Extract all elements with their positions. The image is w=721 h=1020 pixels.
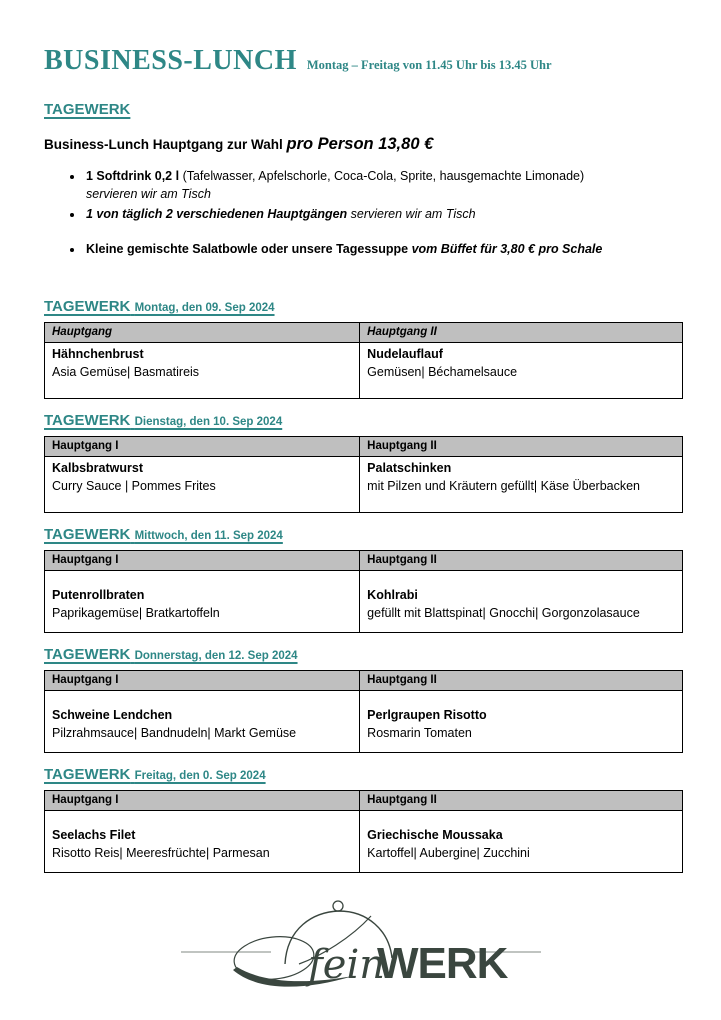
day-heading-label: TAGEWERK bbox=[44, 412, 131, 429]
dish-desc: Curry Sauce | Pommes Frites bbox=[52, 479, 216, 494]
table-body-row bbox=[45, 343, 683, 399]
offer-line bbox=[44, 135, 683, 154]
col2-header: Hauptgang II bbox=[360, 323, 683, 343]
footer-logo bbox=[0, 898, 721, 993]
table-header-row bbox=[45, 437, 683, 457]
dish-cell bbox=[360, 691, 683, 753]
dish-desc: Asia Gemüse| Basmatireis bbox=[52, 365, 200, 380]
intro-heading-label: TAGEWERK bbox=[44, 101, 131, 118]
feinwerk-logo-icon bbox=[181, 898, 541, 993]
day-heading-thursday bbox=[44, 646, 683, 663]
bullet-hauptgang bbox=[84, 206, 683, 224]
day-heading-monday bbox=[44, 298, 683, 315]
bullet-softdrink-detail: (Tafelwasser, Apfelschorle, Coca-Cola, Sprite, hausgemachte Limonade) bbox=[182, 169, 585, 183]
logo-werk-text: WERK bbox=[376, 939, 507, 988]
dish-desc: Rosmarin Tomaten bbox=[367, 726, 472, 741]
table-header-row bbox=[45, 551, 683, 571]
bullet-salat-bolditalic: vom Büffet für 3,80 € pro Schale bbox=[411, 241, 603, 256]
dish-desc: Gemüsen| Béchamelsauce bbox=[367, 365, 518, 380]
col1-header: Hauptgang I bbox=[45, 671, 360, 691]
day-heading-label: TAGEWERK bbox=[44, 298, 131, 315]
dish-title: Palatschinken bbox=[367, 461, 452, 475]
menu-table-thursday bbox=[44, 670, 683, 753]
offer-label: Business-Lunch Hauptgang zur Wahl bbox=[44, 137, 287, 152]
page-subtitle: Montag – Freitag von 11.45 Uhr bis 13.45 Uhr bbox=[306, 58, 552, 72]
menu-table-friday bbox=[44, 790, 683, 873]
dish-title: Schweine Lendchen bbox=[52, 708, 173, 722]
day-heading-label: TAGEWERK bbox=[44, 526, 131, 543]
day-heading-date: Mittwoch, den 11. Sep 2024 bbox=[134, 530, 283, 542]
dish-cell bbox=[360, 343, 683, 399]
dish-desc: mit Pilzen und Kräutern gefüllt| Käse Überbacken bbox=[367, 479, 641, 494]
col1-header: Hauptgang I bbox=[45, 551, 360, 571]
dish-title: Kohlrabi bbox=[367, 588, 418, 602]
dish-title: Griechische Moussaka bbox=[367, 828, 503, 842]
dish-desc: Paprikagemüse| Bratkartoffeln bbox=[52, 606, 220, 621]
dish-title: Putenrollbraten bbox=[52, 588, 145, 602]
col1-header: Hauptgang bbox=[45, 323, 360, 343]
bullet-salat-bold: Kleine gemischte Salatbowle oder unsere Tagessuppe bbox=[86, 241, 412, 256]
bullet-hauptgang-italic: servieren wir am Tisch bbox=[350, 207, 476, 221]
dish-cell bbox=[360, 457, 683, 513]
day-heading-wednesday bbox=[44, 526, 683, 543]
dish-desc: Risotto Reis| Meeresfrüchte| Parmesan bbox=[52, 846, 270, 861]
day-section-thursday bbox=[44, 646, 683, 753]
page-title: BUSINESS-LUNCH bbox=[44, 45, 297, 76]
dish-title: Nudelauflauf bbox=[367, 347, 443, 361]
dish-title: Hähnchenbrust bbox=[52, 347, 144, 361]
offer-price: pro Person 13,80 € bbox=[286, 135, 434, 153]
page-header bbox=[44, 45, 683, 77]
dish-cell bbox=[360, 571, 683, 633]
bullet-softdrink bbox=[84, 168, 683, 203]
dish-title: Kalbsbratwurst bbox=[52, 461, 143, 475]
table-header-row bbox=[45, 671, 683, 691]
dish-desc: Pilzrahmsauce| Bandnudeln| Markt Gemüse bbox=[52, 726, 297, 741]
menu-table-tuesday bbox=[44, 436, 683, 513]
table-body-row bbox=[45, 691, 683, 753]
logo-script-text: fein bbox=[307, 942, 385, 988]
table-header-row bbox=[45, 791, 683, 811]
menu-table-monday bbox=[44, 322, 683, 399]
bullet-salat bbox=[84, 241, 683, 259]
col2-header: Hauptgang II bbox=[360, 551, 683, 571]
day-section-friday bbox=[44, 766, 683, 873]
menu-table-wednesday bbox=[44, 550, 683, 633]
day-heading-date: Freitag, den 0. Sep 2024 bbox=[134, 770, 266, 782]
dish-desc: Kartoffel| Aubergine| Zucchini bbox=[367, 846, 530, 861]
offer-bullet-list bbox=[44, 168, 683, 258]
day-heading-friday bbox=[44, 766, 683, 783]
dish-desc: gefüllt mit Blattspinat| Gnocchi| Gorgonzolasauce bbox=[367, 606, 640, 621]
day-heading-label: TAGEWERK bbox=[44, 646, 131, 663]
table-header-row bbox=[45, 323, 683, 343]
day-heading-date: Montag, den 09. Sep 2024 bbox=[134, 302, 275, 314]
dish-cell bbox=[45, 571, 360, 633]
bullet-softdrink-bold: 1 Softdrink 0,2 l bbox=[86, 169, 183, 183]
table-body-row bbox=[45, 457, 683, 513]
dish-title: Perlgraupen Risotto bbox=[367, 708, 487, 722]
dish-cell bbox=[45, 457, 360, 513]
dish-cell bbox=[45, 343, 360, 399]
day-heading-date: Donnerstag, den 12. Sep 2024 bbox=[134, 650, 298, 662]
col2-header: Hauptgang II bbox=[360, 791, 683, 811]
day-heading-date: Dienstag, den 10. Sep 2024 bbox=[134, 416, 283, 428]
day-section-tuesday bbox=[44, 412, 683, 513]
bullet-hauptgang-bold: 1 von täglich 2 verschiedenen Hauptgängen bbox=[86, 207, 351, 221]
day-section-monday bbox=[44, 298, 683, 399]
dish-title: Seelachs Filet bbox=[52, 828, 136, 842]
table-body-row bbox=[45, 811, 683, 873]
col2-header: Hauptgang II bbox=[360, 671, 683, 691]
dish-cell bbox=[45, 811, 360, 873]
col2-header: Hauptgang II bbox=[360, 437, 683, 457]
day-heading-tuesday bbox=[44, 412, 683, 429]
day-section-wednesday bbox=[44, 526, 683, 633]
dish-cell bbox=[360, 811, 683, 873]
table-body-row bbox=[45, 571, 683, 633]
col1-header: Hauptgang I bbox=[45, 791, 360, 811]
col1-header: Hauptgang I bbox=[45, 437, 360, 457]
intro-heading bbox=[44, 101, 683, 118]
dish-cell bbox=[45, 691, 360, 753]
day-heading-label: TAGEWERK bbox=[44, 766, 131, 783]
bullet-softdrink-line2: servieren wir am Tisch bbox=[86, 186, 211, 201]
